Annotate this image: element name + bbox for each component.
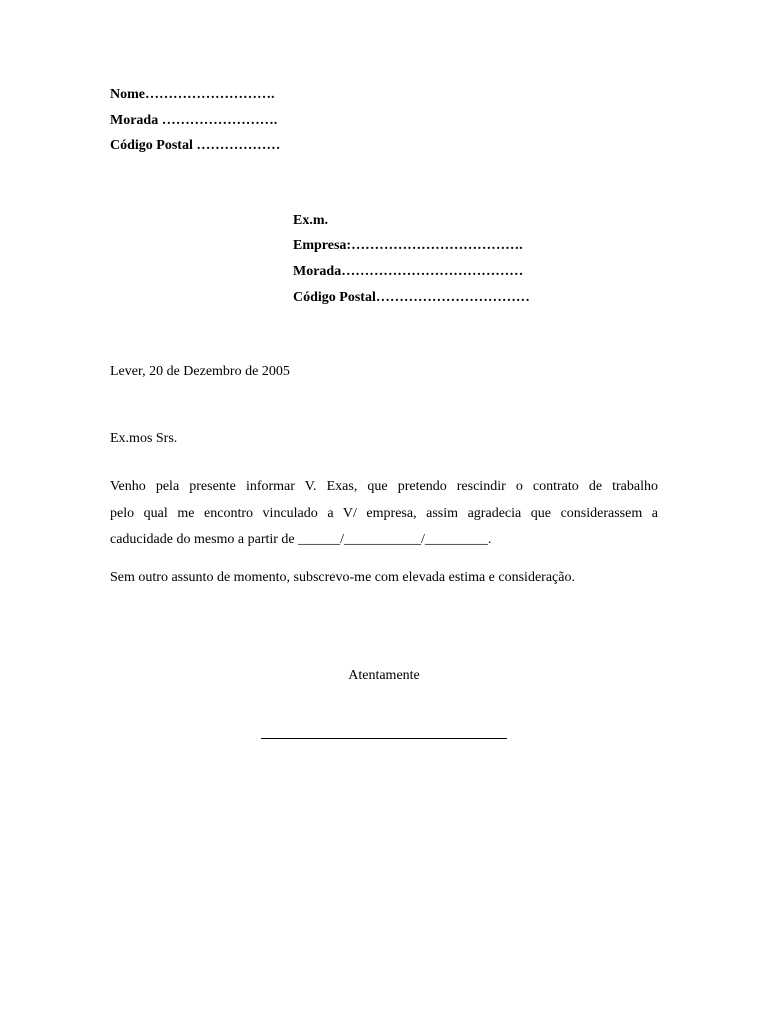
greeting: Ex.mos Srs.	[110, 431, 178, 446]
recipient-salutation: Ex.m.	[293, 213, 328, 228]
sender-address: Morada …………………….	[110, 113, 278, 128]
body-line: pelo qual me encontro vinculado a V/ empresa, assim agradecia que considerassem a	[110, 505, 658, 521]
closing-paragraph: Sem outro assunto de momento, subscrevo-me com elevada estima e consideração.	[110, 570, 575, 585]
body-line: caducidade do mesmo a partir de ______/___________/_________.	[110, 532, 492, 547]
sender-postal-code: Código Postal ………………	[110, 138, 281, 153]
recipient-postal-code: Código Postal……………………………	[293, 290, 530, 305]
recipient-address: Morada…………………………………	[293, 264, 524, 279]
body-paragraph	[110, 474, 658, 554]
recipient-company: Empresa:……………………………….	[293, 238, 523, 253]
date-line: Lever, 20 de Dezembro de 2005	[110, 364, 290, 379]
signature-line	[261, 738, 507, 739]
body-line: Venho pela presente informar V. Exas, que pretendo rescindir o contrato de trabalho	[110, 479, 658, 494]
sign-off: Atentamente	[348, 668, 420, 683]
sender-name: Nome……………………….	[110, 87, 275, 102]
